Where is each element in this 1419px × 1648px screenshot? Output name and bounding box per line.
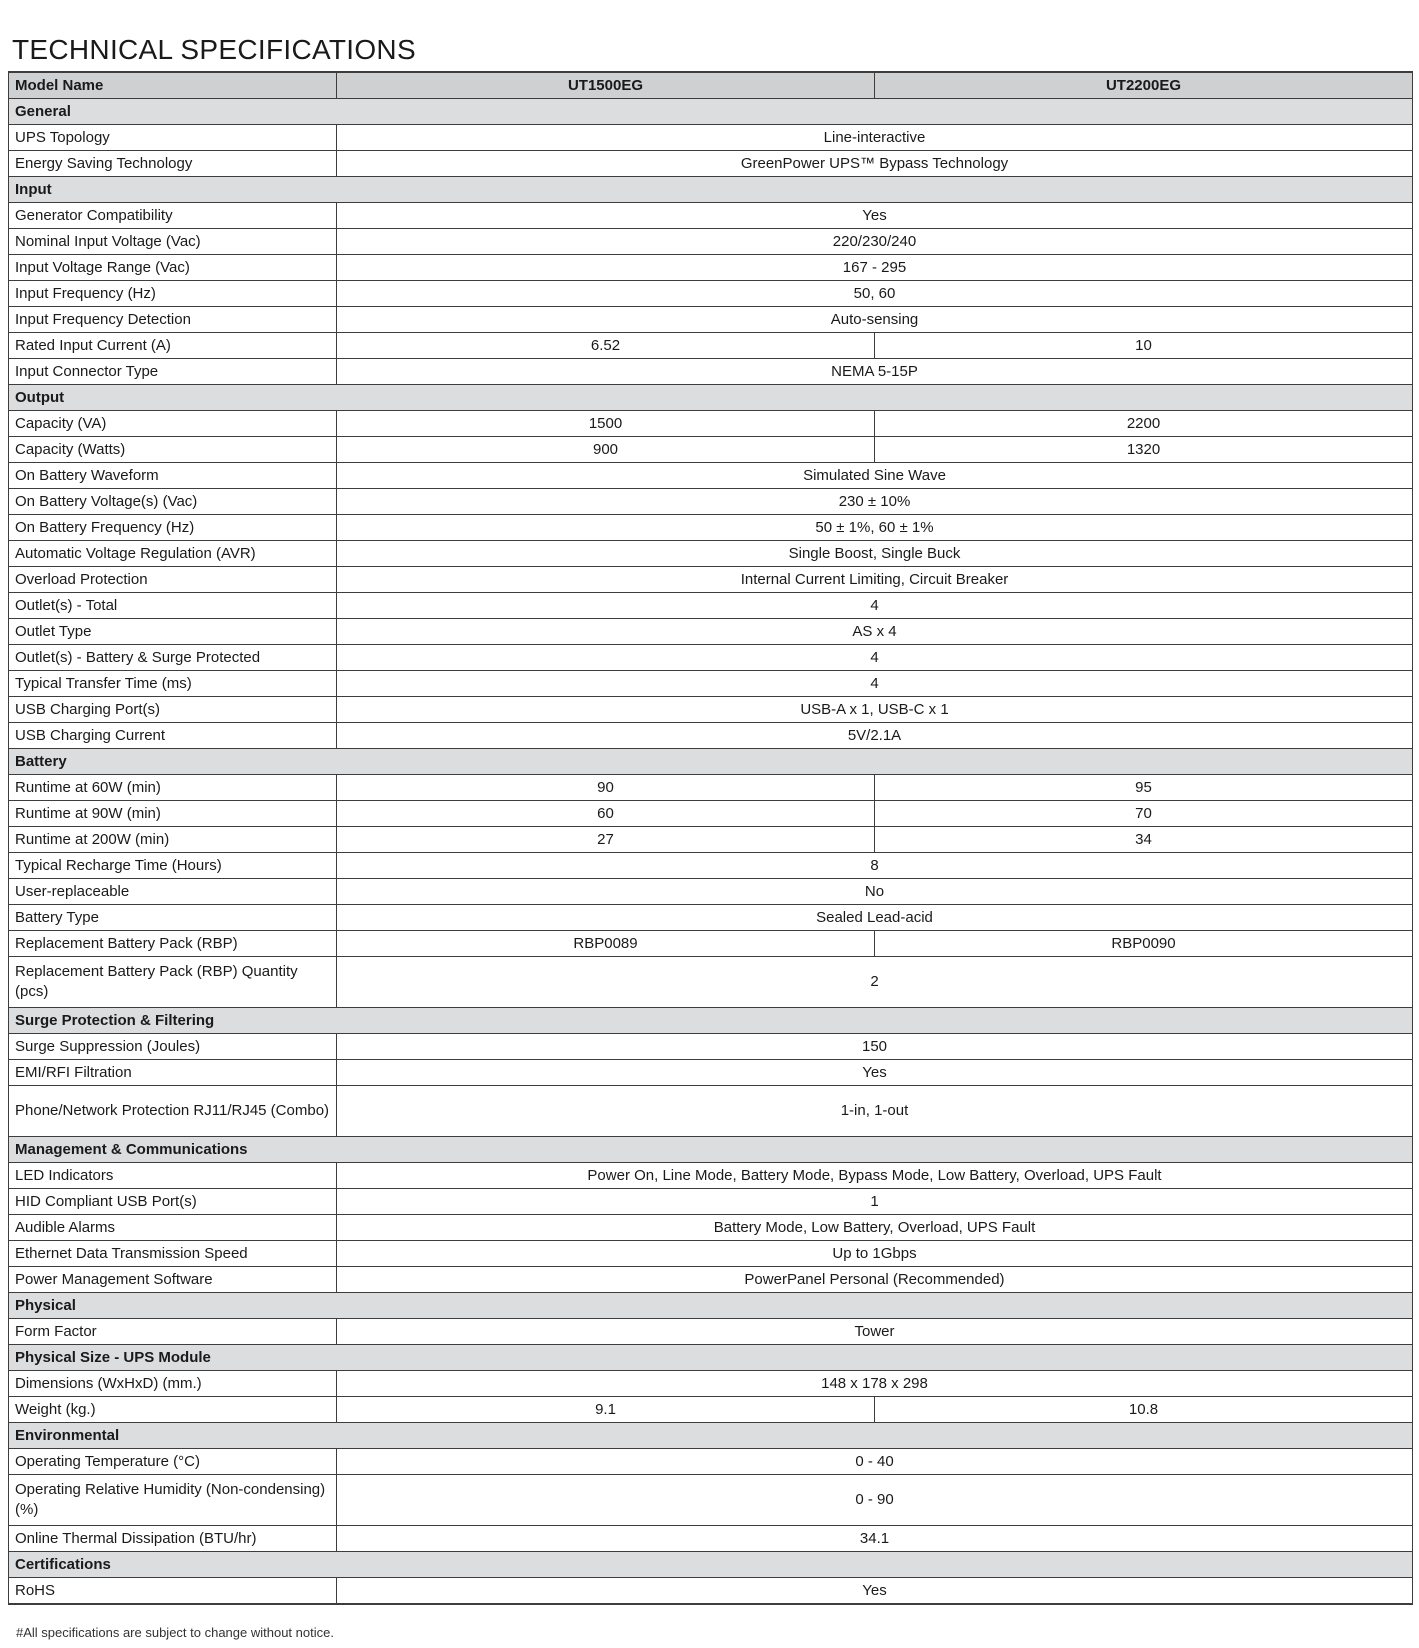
spec-value-shared: 167 - 295 <box>337 255 1413 281</box>
spec-value-shared: USB-A x 1, USB-C x 1 <box>337 697 1413 723</box>
table-row <box>9 1578 1413 1605</box>
spec-value-ut1500eg: 1500 <box>337 411 875 437</box>
spec-label: On Battery Waveform <box>9 463 337 489</box>
spec-value-shared: 1 <box>337 1189 1413 1215</box>
spec-label: Input Frequency Detection <box>9 307 337 333</box>
spec-value-shared: NEMA 5-15P <box>337 359 1413 385</box>
spec-label: Runtime at 60W (min) <box>9 775 337 801</box>
spec-value-shared: 1-in, 1-out <box>337 1086 1413 1137</box>
section-row <box>9 1423 1413 1449</box>
spec-label: Phone/Network Protection RJ11/RJ45 (Combo) <box>9 1086 337 1137</box>
spec-label: Automatic Voltage Regulation (AVR) <box>9 541 337 567</box>
table-row <box>9 801 1413 827</box>
section-row <box>9 1293 1413 1319</box>
spec-value-shared: 0 - 40 <box>337 1449 1413 1475</box>
table-row <box>9 1371 1413 1397</box>
section-title: Environmental <box>9 1423 1413 1449</box>
spec-label: Surge Suppression (Joules) <box>9 1034 337 1060</box>
spec-label: Rated Input Current (A) <box>9 333 337 359</box>
section-row <box>9 749 1413 775</box>
table-row <box>9 1241 1413 1267</box>
table-row <box>9 1086 1413 1137</box>
spec-value-shared: 4 <box>337 671 1413 697</box>
table-row <box>9 697 1413 723</box>
spec-value-ut1500eg: 900 <box>337 437 875 463</box>
spec-value-shared: Yes <box>337 203 1413 229</box>
spec-label: LED Indicators <box>9 1163 337 1189</box>
spec-value-ut2200eg: 10.8 <box>875 1397 1413 1423</box>
section-title: Management & Communications <box>9 1137 1413 1163</box>
table-header-row <box>9 72 1413 99</box>
footnote: #All specifications are subject to change without notice. <box>16 1625 334 1640</box>
page-title: TECHNICAL SPECIFICATIONS <box>12 34 416 65</box>
section-title: Physical <box>9 1293 1413 1319</box>
table-row <box>9 1189 1413 1215</box>
table-row <box>9 593 1413 619</box>
spec-value-ut2200eg: RBP0090 <box>875 931 1413 957</box>
spec-value-shared: Auto-sensing <box>337 307 1413 333</box>
spec-label: Input Connector Type <box>9 359 337 385</box>
table-row <box>9 255 1413 281</box>
spec-label: Outlet Type <box>9 619 337 645</box>
spec-value-shared: 2 <box>337 957 1413 1008</box>
spec-value-ut1500eg: 27 <box>337 827 875 853</box>
spec-label: Typical Transfer Time (ms) <box>9 671 337 697</box>
section-row <box>9 1008 1413 1034</box>
table-row <box>9 437 1413 463</box>
section-title: Surge Protection & Filtering <box>9 1008 1413 1034</box>
model-header-ut1500eg: UT1500EG <box>337 72 875 99</box>
table-row <box>9 931 1413 957</box>
spec-value-shared: Tower <box>337 1319 1413 1345</box>
spec-value-ut1500eg: RBP0089 <box>337 931 875 957</box>
table-row <box>9 1215 1413 1241</box>
section-row <box>9 177 1413 203</box>
specifications-table <box>8 71 1413 1605</box>
spec-label: Power Management Software <box>9 1267 337 1293</box>
table-row <box>9 1449 1413 1475</box>
spec-value-ut2200eg: 70 <box>875 801 1413 827</box>
spec-label: Replacement Battery Pack (RBP) <box>9 931 337 957</box>
section-title: General <box>9 99 1413 125</box>
table-row <box>9 411 1413 437</box>
spec-value-ut2200eg: 2200 <box>875 411 1413 437</box>
table-row <box>9 463 1413 489</box>
table-row <box>9 307 1413 333</box>
spec-label: Replacement Battery Pack (RBP) Quantity (pcs) <box>9 957 337 1008</box>
table-row <box>9 879 1413 905</box>
table-row <box>9 1397 1413 1423</box>
spec-value-ut1500eg: 9.1 <box>337 1397 875 1423</box>
spec-table-container <box>8 71 1412 1605</box>
spec-label: Generator Compatibility <box>9 203 337 229</box>
spec-label: Nominal Input Voltage (Vac) <box>9 229 337 255</box>
section-row <box>9 1137 1413 1163</box>
spec-label: Capacity (Watts) <box>9 437 337 463</box>
table-row <box>9 905 1413 931</box>
spec-value-shared: Yes <box>337 1578 1413 1605</box>
table-row <box>9 1319 1413 1345</box>
spec-label: Ethernet Data Transmission Speed <box>9 1241 337 1267</box>
spec-label: On Battery Voltage(s) (Vac) <box>9 489 337 515</box>
table-row <box>9 229 1413 255</box>
spec-value-shared: 230 ± 10% <box>337 489 1413 515</box>
spec-label: RoHS <box>9 1578 337 1605</box>
table-row <box>9 1034 1413 1060</box>
spec-value-shared: Battery Mode, Low Battery, Overload, UPS Fault <box>337 1215 1413 1241</box>
spec-value-shared: 5V/2.1A <box>337 723 1413 749</box>
spec-value-ut2200eg: 10 <box>875 333 1413 359</box>
spec-value-shared: No <box>337 879 1413 905</box>
section-title: Battery <box>9 749 1413 775</box>
spec-value-shared: 220/230/240 <box>337 229 1413 255</box>
spec-value-shared: Yes <box>337 1060 1413 1086</box>
model-name-header: Model Name <box>9 72 337 99</box>
spec-label: Input Voltage Range (Vac) <box>9 255 337 281</box>
spec-value-shared: Single Boost, Single Buck <box>337 541 1413 567</box>
spec-label: Operating Relative Humidity (Non-condensing) (%) <box>9 1475 337 1526</box>
spec-label: Input Frequency (Hz) <box>9 281 337 307</box>
spec-label: Form Factor <box>9 1319 337 1345</box>
spec-label: Runtime at 200W (min) <box>9 827 337 853</box>
spec-label: Weight (kg.) <box>9 1397 337 1423</box>
table-row <box>9 1526 1413 1552</box>
spec-value-shared: 4 <box>337 645 1413 671</box>
spec-label: Audible Alarms <box>9 1215 337 1241</box>
spec-label: UPS Topology <box>9 125 337 151</box>
section-title: Input <box>9 177 1413 203</box>
spec-label: Outlet(s) - Battery & Surge Protected <box>9 645 337 671</box>
spec-value-shared: PowerPanel Personal (Recommended) <box>337 1267 1413 1293</box>
section-title: Physical Size - UPS Module <box>9 1345 1413 1371</box>
spec-value-shared: Internal Current Limiting, Circuit Breaker <box>337 567 1413 593</box>
spec-label: USB Charging Port(s) <box>9 697 337 723</box>
table-row <box>9 645 1413 671</box>
spec-value-shared: 50 ± 1%, 60 ± 1% <box>337 515 1413 541</box>
spec-label: Dimensions (WxHxD) (mm.) <box>9 1371 337 1397</box>
spec-label: Runtime at 90W (min) <box>9 801 337 827</box>
table-row <box>9 541 1413 567</box>
spec-label: Online Thermal Dissipation (BTU/hr) <box>9 1526 337 1552</box>
table-row <box>9 151 1413 177</box>
section-row <box>9 385 1413 411</box>
table-row <box>9 203 1413 229</box>
spec-value-shared: 34.1 <box>337 1526 1413 1552</box>
spec-value-shared: 0 - 90 <box>337 1475 1413 1526</box>
table-row <box>9 359 1413 385</box>
section-title: Output <box>9 385 1413 411</box>
table-row <box>9 775 1413 801</box>
spec-value-ut2200eg: 95 <box>875 775 1413 801</box>
model-header-ut2200eg: UT2200EG <box>875 72 1413 99</box>
spec-value-shared: Simulated Sine Wave <box>337 463 1413 489</box>
spec-value-ut1500eg: 90 <box>337 775 875 801</box>
table-row <box>9 515 1413 541</box>
spec-label: On Battery Frequency (Hz) <box>9 515 337 541</box>
section-row <box>9 1552 1413 1578</box>
table-row <box>9 125 1413 151</box>
spec-label: Typical Recharge Time (Hours) <box>9 853 337 879</box>
section-row <box>9 99 1413 125</box>
table-row <box>9 619 1413 645</box>
spec-label: User-replaceable <box>9 879 337 905</box>
spec-label: USB Charging Current <box>9 723 337 749</box>
spec-value-ut2200eg: 1320 <box>875 437 1413 463</box>
spec-value-shared: 50, 60 <box>337 281 1413 307</box>
spec-value-shared: Up to 1Gbps <box>337 1241 1413 1267</box>
spec-value-ut1500eg: 6.52 <box>337 333 875 359</box>
spec-value-shared: 150 <box>337 1034 1413 1060</box>
table-row <box>9 853 1413 879</box>
table-row <box>9 567 1413 593</box>
table-row <box>9 1060 1413 1086</box>
spec-label: Operating Temperature (°C) <box>9 1449 337 1475</box>
spec-value-shared: GreenPower UPS™ Bypass Technology <box>337 151 1413 177</box>
spec-label: HID Compliant USB Port(s) <box>9 1189 337 1215</box>
table-row <box>9 1475 1413 1526</box>
table-row <box>9 1163 1413 1189</box>
table-row <box>9 1267 1413 1293</box>
spec-label: Battery Type <box>9 905 337 931</box>
table-row <box>9 671 1413 697</box>
spec-label: Energy Saving Technology <box>9 151 337 177</box>
spec-value-shared: Power On, Line Mode, Battery Mode, Bypass Mode, Low Battery, Overload, UPS Fault <box>337 1163 1413 1189</box>
table-row <box>9 333 1413 359</box>
table-row <box>9 827 1413 853</box>
table-row <box>9 489 1413 515</box>
table-row <box>9 957 1413 1008</box>
spec-label: Overload Protection <box>9 567 337 593</box>
table-row <box>9 281 1413 307</box>
spec-value-ut1500eg: 60 <box>337 801 875 827</box>
spec-value-shared: 4 <box>337 593 1413 619</box>
section-row <box>9 1345 1413 1371</box>
spec-value-shared: Line-interactive <box>337 125 1413 151</box>
spec-value-ut2200eg: 34 <box>875 827 1413 853</box>
spec-label: EMI/RFI Filtration <box>9 1060 337 1086</box>
spec-value-shared: 8 <box>337 853 1413 879</box>
spec-value-shared: 148 x 178 x 298 <box>337 1371 1413 1397</box>
table-row <box>9 723 1413 749</box>
spec-label: Outlet(s) - Total <box>9 593 337 619</box>
spec-value-shared: AS x 4 <box>337 619 1413 645</box>
section-title: Certifications <box>9 1552 1413 1578</box>
spec-value-shared: Sealed Lead-acid <box>337 905 1413 931</box>
spec-label: Capacity (VA) <box>9 411 337 437</box>
